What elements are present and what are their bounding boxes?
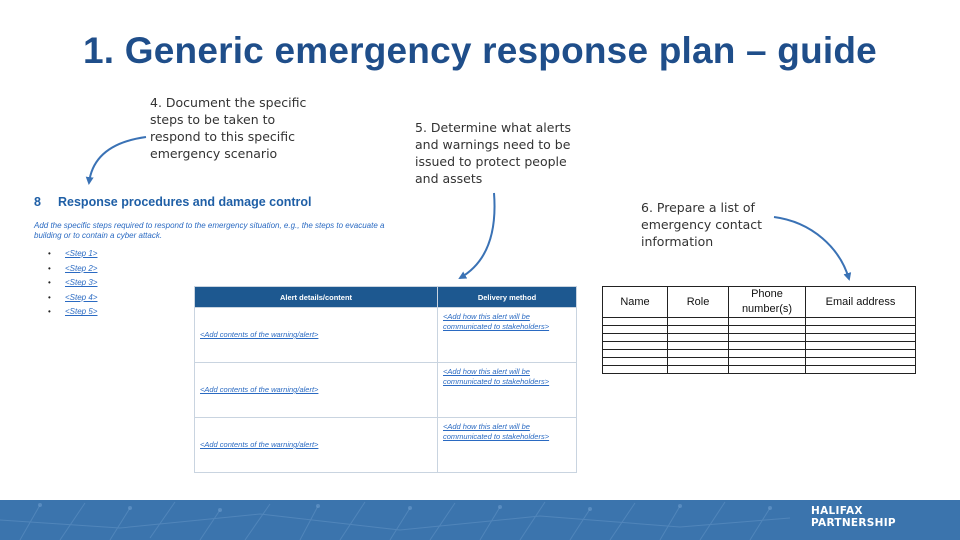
list-item[interactable]: • <Step 5> [48, 307, 98, 317]
table-row [603, 334, 916, 342]
column-header-delivery-method: Delivery method [438, 287, 577, 308]
table-row [603, 342, 916, 350]
contact-cell[interactable] [806, 358, 916, 366]
contact-cell[interactable] [603, 334, 668, 342]
contact-cell[interactable] [668, 318, 729, 326]
contact-cell[interactable] [729, 366, 806, 374]
table-header-row [195, 287, 577, 308]
section-number: 8 [34, 195, 41, 209]
delivery-method-cell[interactable]: <Add how this alert will be communicated to stakeholders> [438, 363, 577, 418]
arrow-step-4 [89, 137, 146, 183]
contact-cell[interactable] [729, 326, 806, 334]
contact-cell[interactable] [668, 358, 729, 366]
table-row [603, 366, 916, 374]
note-step-5: 5. Determine what alerts and warnings need to be issued to protect people and assets [415, 120, 572, 186]
list-item[interactable]: • <Step 2> [48, 263, 98, 273]
column-header-phone: Phone number(s) [729, 287, 806, 318]
contact-cell[interactable] [668, 350, 729, 358]
contact-cell[interactable] [603, 366, 668, 374]
alert-content-cell[interactable]: <Add contents of the warning/alert> [195, 363, 438, 418]
contact-cell[interactable] [806, 342, 916, 350]
table-row [195, 418, 577, 473]
halifax-partnership-logo: HALIFAX PARTNERSHIP [811, 505, 896, 529]
contact-cell[interactable] [806, 366, 916, 374]
contact-cell[interactable] [668, 342, 729, 350]
contact-table-body [603, 318, 916, 374]
contact-cell[interactable] [668, 326, 729, 334]
slide-title: 1. Generic emergency response plan – guide [83, 30, 877, 71]
contact-cell[interactable] [806, 350, 916, 358]
contact-cell[interactable] [806, 318, 916, 326]
column-header-alert-details: Alert details/content [195, 287, 438, 308]
contact-cell[interactable] [729, 358, 806, 366]
table-row [195, 308, 577, 363]
table-row [195, 363, 577, 418]
contact-cell[interactable] [668, 366, 729, 374]
contact-cell[interactable] [729, 342, 806, 350]
table-header-row [603, 287, 916, 318]
column-header-role: Role [668, 287, 729, 318]
delivery-method-cell[interactable]: <Add how this alert will be communicated to stakeholders> [438, 308, 577, 363]
table-row [603, 350, 916, 358]
section-heading [34, 195, 312, 209]
contact-cell[interactable] [603, 358, 668, 366]
list-item[interactable]: • <Step 4> [48, 292, 98, 302]
alert-table [194, 286, 577, 473]
alert-content-cell[interactable]: <Add contents of the warning/alert> [195, 418, 438, 473]
column-header-email: Email address [806, 287, 916, 318]
note-step-6: 6. Prepare a list of emergency contact information [641, 200, 763, 249]
contact-table [602, 286, 916, 374]
arrow-step-5 [460, 193, 495, 278]
contact-cell[interactable] [806, 326, 916, 334]
list-item[interactable]: • <Step 1> [48, 249, 98, 258]
table-row [603, 318, 916, 326]
contact-cell[interactable] [603, 326, 668, 334]
contact-cell[interactable] [729, 334, 806, 342]
alert-content-cell[interactable]: <Add contents of the warning/alert> [195, 308, 438, 363]
contact-cell[interactable] [729, 350, 806, 358]
contact-cell[interactable] [668, 334, 729, 342]
column-header-name: Name [603, 287, 668, 318]
contact-cell[interactable] [603, 350, 668, 358]
section-instructions: Add the specific steps required to respond to the emergency situation, e.g., the steps to evacuate a building or to contain a cyber attack. [34, 221, 385, 240]
arrow-step-6 [774, 217, 849, 279]
list-item[interactable]: • <Step 3> [48, 278, 98, 288]
delivery-method-cell[interactable]: <Add how this alert will be communicated to stakeholders> [438, 418, 577, 473]
table-row [603, 326, 916, 334]
table-row [603, 358, 916, 366]
contact-cell[interactable] [729, 318, 806, 326]
contact-cell[interactable] [603, 318, 668, 326]
section-heading-text: Response procedures and damage control [58, 195, 312, 209]
steps-list [48, 247, 97, 320]
note-step-4: 4. Document the specific steps to be taken to respond to this specific emergency scenario [150, 95, 307, 161]
contact-cell[interactable] [603, 342, 668, 350]
contact-cell[interactable] [806, 334, 916, 342]
